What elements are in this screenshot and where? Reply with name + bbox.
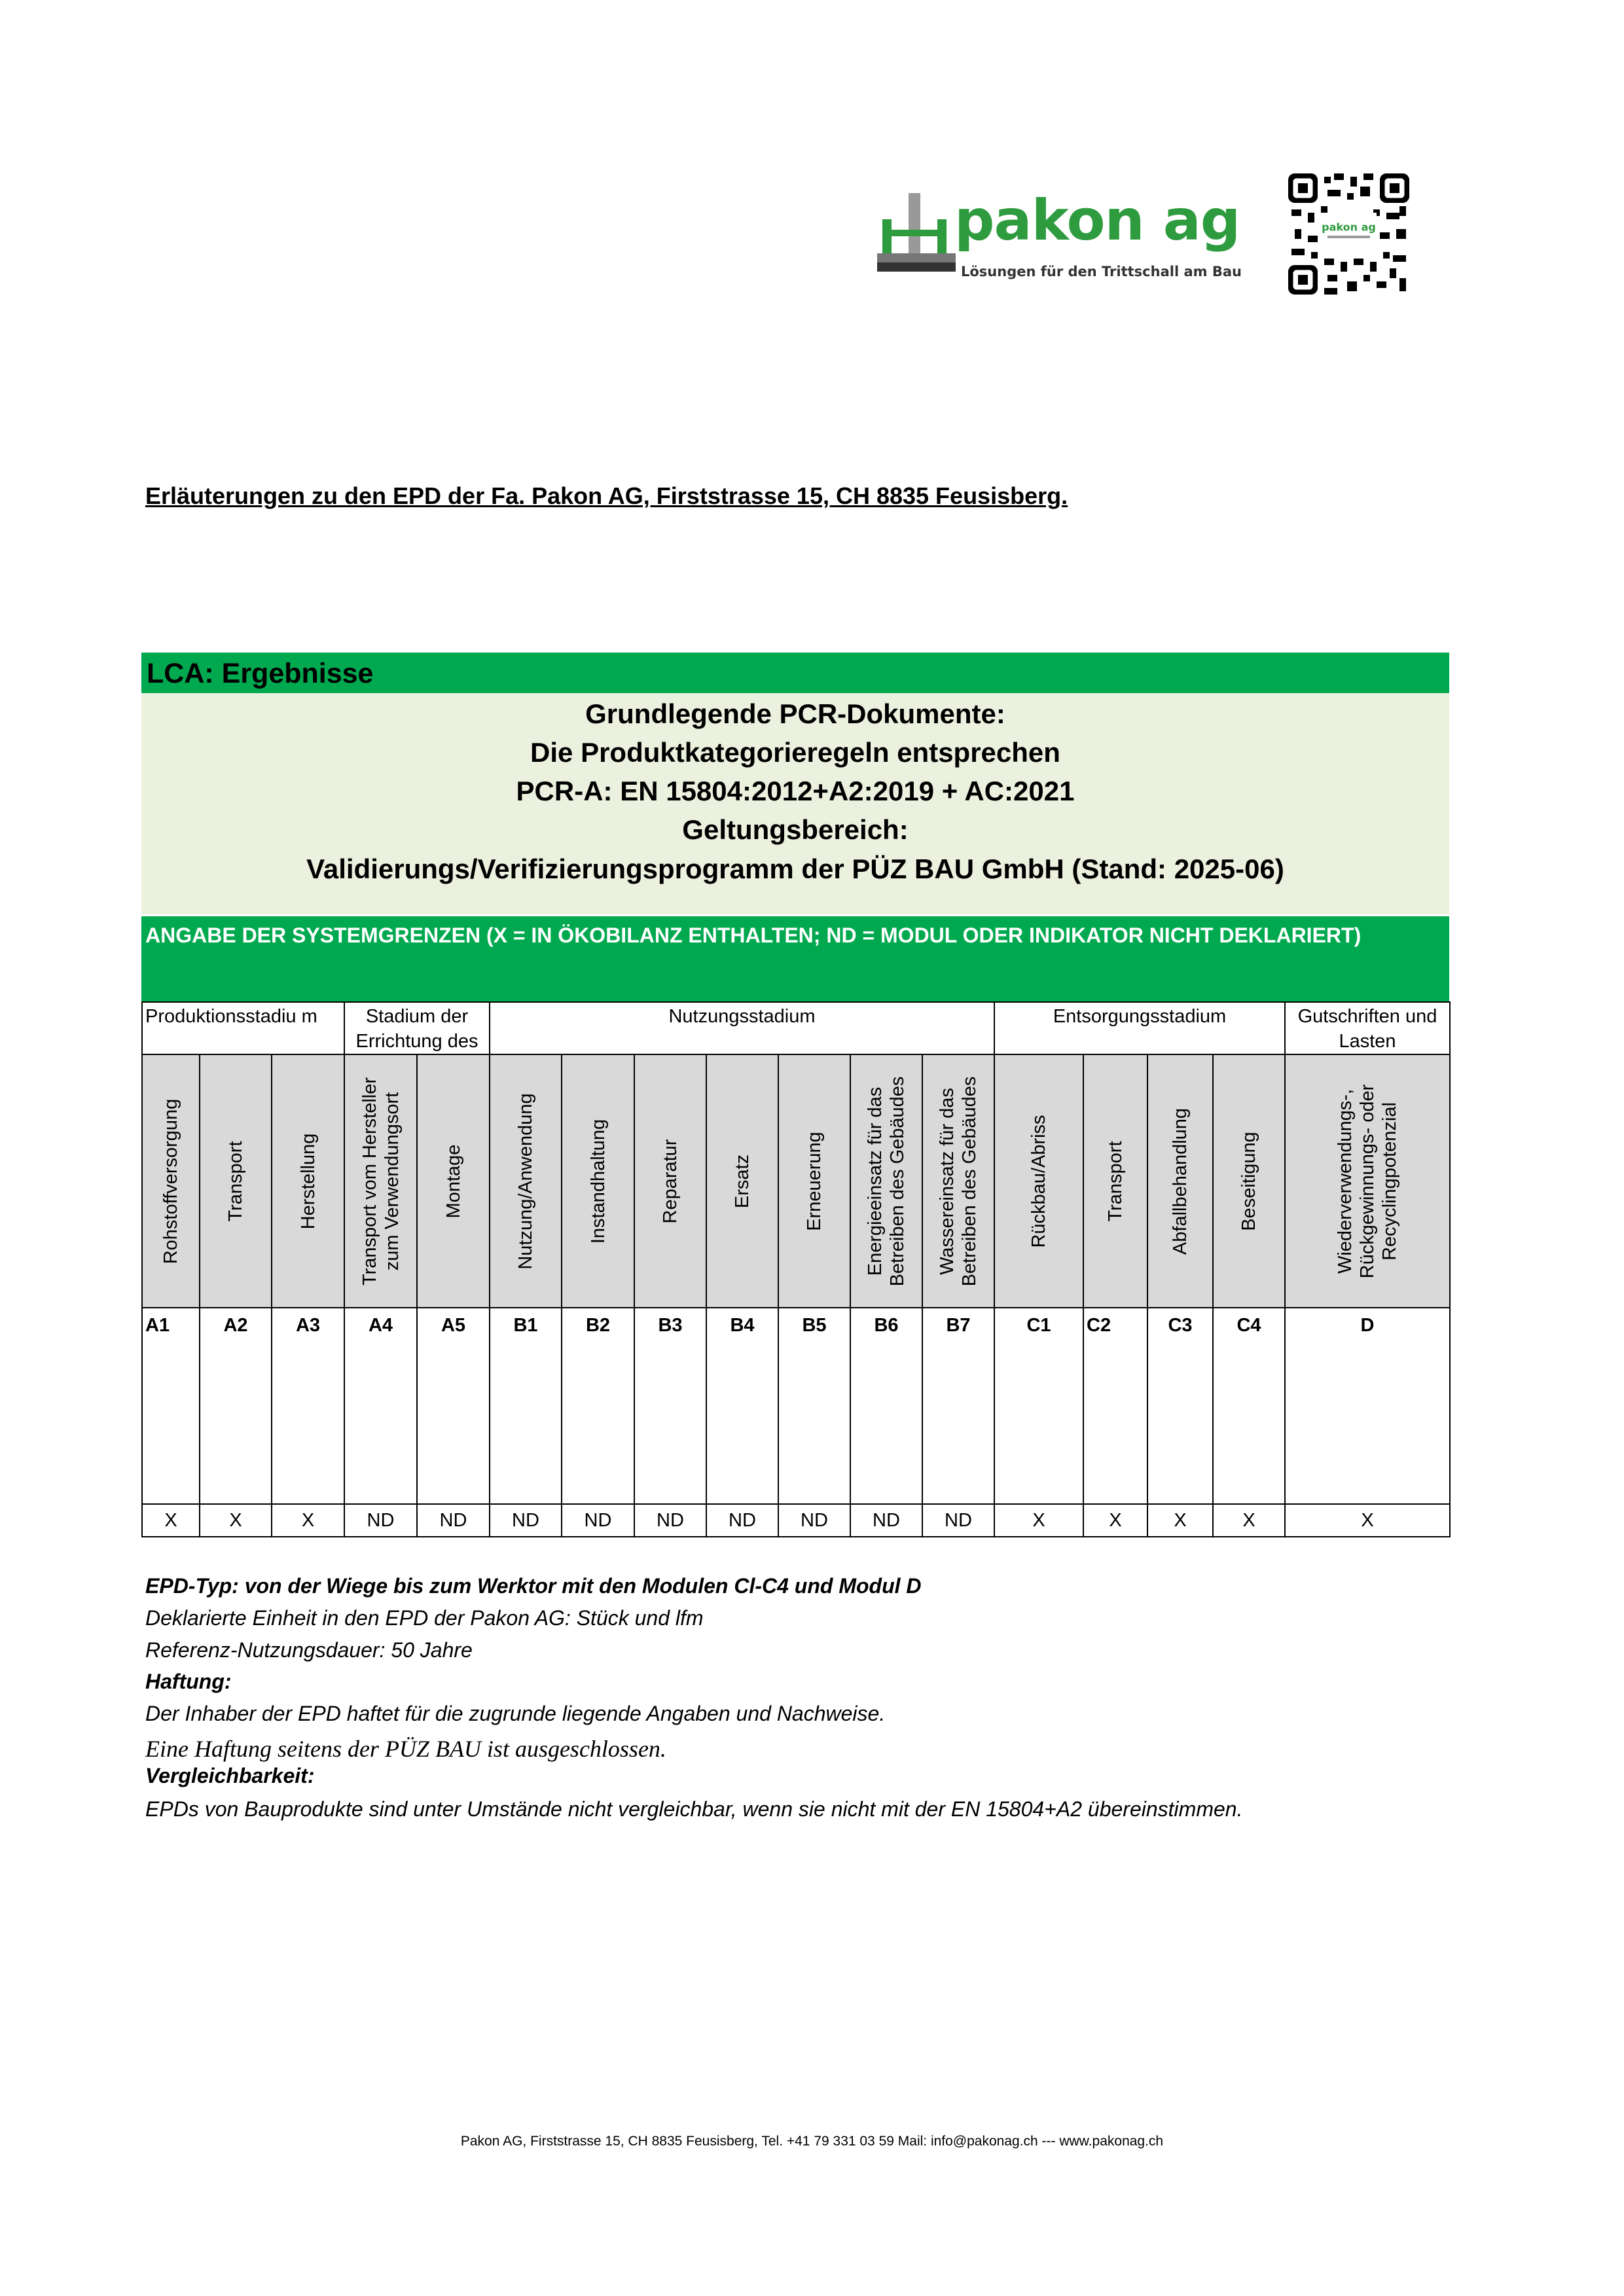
- module-label: Abfallbehandlung: [1170, 1107, 1191, 1255]
- module-label: Instandhaltung: [587, 1119, 609, 1244]
- module-label-cell: [1083, 1054, 1148, 1308]
- liability-title: Haftung:: [145, 1670, 232, 1693]
- module-code: C3: [1147, 1307, 1214, 1505]
- module-label-cell: [706, 1054, 779, 1308]
- declared-unit: Deklarierte Einheit in den EPD der Pakon AG: Stück und lfm: [145, 1606, 704, 1630]
- stage-group-header: Nutzungsstadium: [489, 1001, 995, 1055]
- module-label-cell: [850, 1054, 923, 1308]
- module-label: Rückbau/Abriss: [1028, 1114, 1049, 1248]
- module-code: C4: [1212, 1307, 1286, 1505]
- lca-title: LCA: Ergebnisse: [147, 658, 374, 689]
- comparability-title: Vergleichbarkeit:: [145, 1764, 315, 1787]
- module-label: Rohstoffversorgung: [160, 1098, 181, 1264]
- module-value: X: [1284, 1503, 1451, 1537]
- module-value: X: [994, 1503, 1084, 1537]
- module-code: A5: [416, 1307, 490, 1505]
- module-label: Reparatur: [660, 1139, 681, 1223]
- module-label-cell: [922, 1054, 995, 1308]
- module-label-cell: [489, 1054, 562, 1308]
- logo-tagline: Lösungen für den Trittschall am Bau: [961, 264, 1242, 279]
- stage-group-header: Stadium der Errichtung des: [344, 1001, 490, 1055]
- module-label-cell: [561, 1054, 635, 1308]
- module-label-cell: [199, 1054, 272, 1308]
- module-label-cell: [778, 1054, 851, 1308]
- module-value: ND: [778, 1503, 851, 1537]
- module-code: B6: [850, 1307, 923, 1505]
- pcr-box: [141, 693, 1449, 914]
- module-label: Ersatz: [732, 1154, 753, 1208]
- page-heading: Erläuterungen zu den EPD der Fa. Pakon AG, Firststrasse 15, CH 8835 Feusisberg.: [145, 482, 1068, 509]
- module-label: Wiederverwendungs-, Rückgewinnungs- oder Recyclingpotenzial: [1335, 1084, 1400, 1278]
- module-code: D: [1284, 1307, 1451, 1505]
- module-code: A2: [199, 1307, 272, 1505]
- module-label: Beseitigung: [1238, 1131, 1259, 1231]
- module-label: Herstellung: [297, 1133, 319, 1229]
- module-code: C2: [1083, 1307, 1148, 1505]
- module-code: B3: [634, 1307, 707, 1505]
- module-value: ND: [344, 1503, 418, 1537]
- pcr-line: Die Produktkategorieregeln entsprechen: [530, 737, 1060, 768]
- module-label: Energieeinsatz für das Betreiben des Gebäudes: [865, 1076, 908, 1286]
- liability-text: Der Inhaber der EPD haftet für die zugrunde liegende Angaben und Nachweise.: [145, 1702, 886, 1725]
- epd-type: EPD-Typ: von der Wiege bis zum Werktor mit den Modulen Cl-C4 und Modul D: [145, 1574, 922, 1598]
- module-code: B2: [561, 1307, 635, 1505]
- module-label-cell: [634, 1054, 707, 1308]
- pcr-line: Grundlegende PCR-Dokumente:: [585, 698, 1005, 729]
- module-label-cell: [344, 1054, 418, 1308]
- liability-exclusion: Eine Haftung seitens der PÜZ BAU ist ausgeschlossen.: [145, 1736, 666, 1762]
- module-value: X: [1212, 1503, 1286, 1537]
- module-value: ND: [561, 1503, 635, 1537]
- module-label-cell: [141, 1054, 200, 1308]
- module-code: B7: [922, 1307, 995, 1505]
- lca-title-bar: [141, 653, 1449, 693]
- module-label: Montage: [442, 1144, 464, 1218]
- module-value: X: [1083, 1503, 1148, 1537]
- module-label: Nutzung/Anwendung: [515, 1092, 536, 1270]
- module-label-cell: [1147, 1054, 1214, 1308]
- module-value: ND: [489, 1503, 562, 1537]
- company-logo: [877, 187, 1242, 291]
- module-label-cell: [1212, 1054, 1286, 1308]
- pcr-line: Geltungsbereich:: [682, 814, 909, 845]
- module-code: A4: [344, 1307, 418, 1505]
- page-footer: Pakon AG, Firststrasse 15, CH 8835 Feusisberg, Tel. +41 79 331 03 59 Mail: info@pakonag.ch --- www.pakonag.ch: [460, 2134, 1164, 2149]
- qr-logo-label: pakon ag: [1322, 221, 1376, 234]
- module-value: ND: [634, 1503, 707, 1537]
- module-label: Transport: [225, 1140, 246, 1222]
- system-boundaries-bar: [141, 916, 1449, 1001]
- module-code: B4: [706, 1307, 779, 1505]
- service-life: Referenz-Nutzungsdauer: 50 Jahre: [145, 1638, 473, 1662]
- module-value: X: [1147, 1503, 1214, 1537]
- pcr-line: PCR-A: EN 15804:2012+A2:2019 + AC:2021: [516, 776, 1075, 806]
- module-value: X: [141, 1503, 200, 1537]
- stage-group-header: Gutschriften und Lasten: [1284, 1001, 1451, 1055]
- module-code: A3: [271, 1307, 345, 1505]
- stage-group-header: Produktionsstadiu m: [141, 1001, 345, 1055]
- module-code: B1: [489, 1307, 562, 1505]
- module-value: X: [271, 1503, 345, 1537]
- comparability-text: EPDs von Bauprodukte sind unter Umstände nicht vergleichbar, wenn sie nicht mit der EN 15804+A2 übereinstimmen.: [145, 1797, 1243, 1821]
- module-code: A1: [141, 1307, 200, 1505]
- pcr-line: Validierungs/Verifizierungsprogramm der PÜZ BAU GmbH (Stand: 2025-06): [306, 853, 1284, 884]
- module-label-cell: [416, 1054, 490, 1308]
- module-label-cell: [1284, 1054, 1451, 1308]
- system-boundaries-title: ANGABE DER SYSTEMGRENZEN (X = IN ÖKOBILANZ ENTHALTEN; ND = MODUL ODER INDIKATOR NICHT DEKLARIERT): [145, 924, 1362, 947]
- module-label: Transport vom Hersteller zum Verwendungsort: [359, 1077, 403, 1285]
- module-label: Wassereinsatz für das Betreiben des Gebäudes: [937, 1076, 980, 1286]
- module-value: ND: [706, 1503, 779, 1537]
- qr-code-icon: [1288, 173, 1409, 295]
- module-value: ND: [922, 1503, 995, 1537]
- logo-mark-icon: [877, 187, 956, 291]
- module-label-cell: [994, 1054, 1084, 1308]
- module-label-cell: [271, 1054, 345, 1308]
- module-code: C1: [994, 1307, 1084, 1505]
- module-label: Transport: [1105, 1140, 1126, 1222]
- module-value: X: [199, 1503, 272, 1537]
- module-code: B5: [778, 1307, 851, 1505]
- stage-group-header: Entsorgungsstadium: [994, 1001, 1286, 1055]
- logo-name: pakon ag: [954, 188, 1240, 253]
- module-value: ND: [416, 1503, 490, 1537]
- module-value: ND: [850, 1503, 923, 1537]
- module-label: Erneuerung: [804, 1131, 825, 1231]
